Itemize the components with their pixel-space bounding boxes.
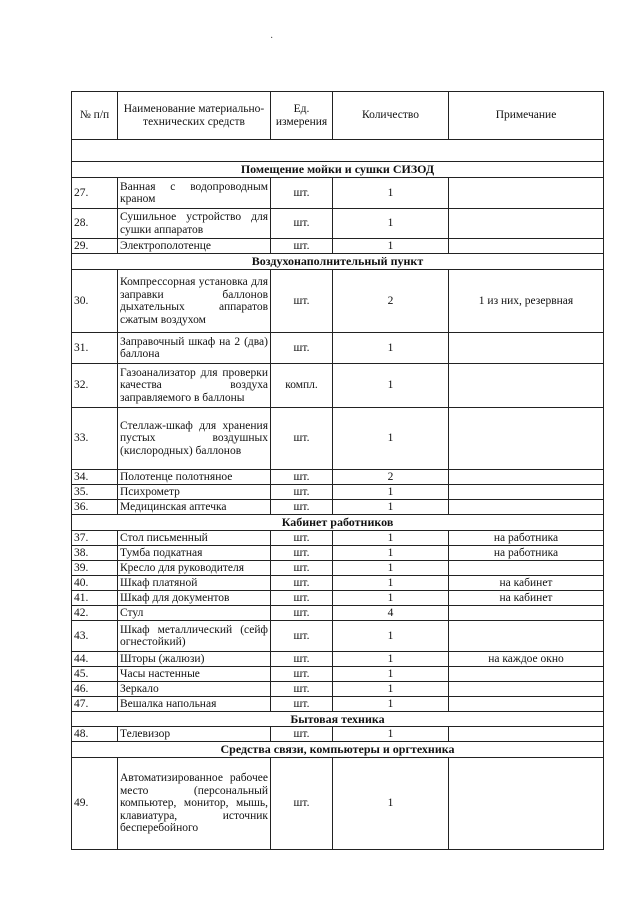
- table-row: [72, 591, 604, 606]
- table-row: [72, 470, 604, 485]
- section-title: Бытовая техника: [72, 712, 604, 727]
- row-number: 38.: [72, 546, 118, 561]
- row-number: 36.: [72, 500, 118, 515]
- row-number: 45.: [72, 667, 118, 682]
- item-note: [449, 364, 604, 408]
- section-title: Средства связи, компьютеры и оргтехника: [72, 742, 604, 758]
- item-unit: шт.: [271, 561, 333, 576]
- item-quantity: 2: [333, 470, 449, 485]
- header-row: [72, 92, 604, 140]
- item-note: [449, 209, 604, 239]
- item-unit: шт.: [271, 333, 333, 364]
- table-row: [72, 408, 604, 470]
- section-row: [72, 162, 604, 178]
- item-unit: шт.: [271, 697, 333, 712]
- item-name: Тумба подкатная: [118, 546, 271, 561]
- table-row: [72, 239, 604, 254]
- table-row: [72, 682, 604, 697]
- item-unit: шт.: [271, 270, 333, 333]
- item-quantity: 1: [333, 485, 449, 500]
- section-row: [72, 254, 604, 270]
- item-quantity: 4: [333, 606, 449, 621]
- table-row: [72, 333, 604, 364]
- item-name: Зеркало: [118, 682, 271, 697]
- item-name: Электрополотенце: [118, 239, 271, 254]
- item-unit: шт.: [271, 209, 333, 239]
- item-name: Ванная с водопроводным краном: [118, 178, 271, 209]
- item-name: Вешалка напольная: [118, 697, 271, 712]
- row-number: 41.: [72, 591, 118, 606]
- item-quantity: 1: [333, 682, 449, 697]
- header-note: Примечание: [449, 92, 604, 140]
- item-note: [449, 697, 604, 712]
- row-number: 44.: [72, 652, 118, 667]
- table-row: [72, 364, 604, 408]
- item-quantity: 1: [333, 561, 449, 576]
- item-name: Полотенце полотняное: [118, 470, 271, 485]
- row-number: 43.: [72, 621, 118, 652]
- item-quantity: 1: [333, 500, 449, 515]
- item-quantity: 1: [333, 333, 449, 364]
- item-note: на работника: [449, 531, 604, 546]
- item-unit: шт.: [271, 576, 333, 591]
- row-number: 35.: [72, 485, 118, 500]
- item-quantity: 1: [333, 576, 449, 591]
- item-unit: шт.: [271, 546, 333, 561]
- row-number: 42.: [72, 606, 118, 621]
- item-name: Сушильное устройство для сушки аппаратов: [118, 209, 271, 239]
- table-row: [72, 485, 604, 500]
- row-number: 39.: [72, 561, 118, 576]
- item-quantity: 1: [333, 697, 449, 712]
- item-unit: шт.: [271, 758, 333, 850]
- table-row: [72, 697, 604, 712]
- item-quantity: 1: [333, 667, 449, 682]
- row-number: 32.: [72, 364, 118, 408]
- table-row: [72, 727, 604, 742]
- row-number: 48.: [72, 727, 118, 742]
- item-quantity: 1: [333, 364, 449, 408]
- row-number: 40.: [72, 576, 118, 591]
- item-note: [449, 500, 604, 515]
- row-number: 31.: [72, 333, 118, 364]
- item-quantity: 1: [333, 239, 449, 254]
- item-quantity: 1: [333, 531, 449, 546]
- item-note: [449, 408, 604, 470]
- item-quantity: 2: [333, 270, 449, 333]
- item-note: [449, 239, 604, 254]
- item-note: на кабинет: [449, 576, 604, 591]
- item-note: [449, 667, 604, 682]
- item-note: [449, 485, 604, 500]
- item-name: Стеллаж-шкаф для хранения пустых воздушных (кислородных) баллонов: [118, 408, 271, 470]
- row-number: 28.: [72, 209, 118, 239]
- header-num: № п/п: [72, 92, 118, 140]
- item-name: Шкаф платяной: [118, 576, 271, 591]
- item-unit: шт.: [271, 591, 333, 606]
- item-note: [449, 727, 604, 742]
- table-row: [72, 546, 604, 561]
- row-number: 30.: [72, 270, 118, 333]
- row-number: 33.: [72, 408, 118, 470]
- item-quantity: 1: [333, 758, 449, 850]
- table-row: [72, 621, 604, 652]
- table-row: [72, 606, 604, 621]
- item-name: Стол письменный: [118, 531, 271, 546]
- page-mark: ·: [270, 33, 274, 44]
- item-note: [449, 758, 604, 850]
- item-name: Заправочный шкаф на 2 (два) баллона: [118, 333, 271, 364]
- section-title: Воздухонаполнительный пункт: [72, 254, 604, 270]
- item-unit: шт.: [271, 178, 333, 209]
- row-number: 37.: [72, 531, 118, 546]
- section-row: [72, 515, 604, 531]
- table-row: [72, 500, 604, 515]
- item-quantity: 1: [333, 652, 449, 667]
- item-quantity: 1: [333, 209, 449, 239]
- section-row: [72, 712, 604, 727]
- row-number: 34.: [72, 470, 118, 485]
- section-row: [72, 742, 604, 758]
- row-number: 27.: [72, 178, 118, 209]
- item-note: [449, 682, 604, 697]
- item-quantity: 1: [333, 591, 449, 606]
- item-unit: шт.: [271, 470, 333, 485]
- item-unit: компл.: [271, 364, 333, 408]
- item-name: Газоанализатор для проверки качества воздуха заправляемого в баллоны: [118, 364, 271, 408]
- spacer-row: [72, 140, 604, 162]
- item-name: Стул: [118, 606, 271, 621]
- item-note: [449, 606, 604, 621]
- item-name: Психрометр: [118, 485, 271, 500]
- item-name: Кресло для руководителя: [118, 561, 271, 576]
- item-unit: шт.: [271, 485, 333, 500]
- section-title: Помещение мойки и сушки СИЗОД: [72, 162, 604, 178]
- item-note: на каждое окно: [449, 652, 604, 667]
- item-name: Медицинская аптечка: [118, 500, 271, 515]
- table-row: [72, 758, 604, 850]
- table-row: [72, 561, 604, 576]
- header-name: Наименование материально-технических средств: [118, 92, 271, 140]
- row-number: 49.: [72, 758, 118, 850]
- item-name: Шкаф металлический (сейф огнестойкий): [118, 621, 271, 652]
- item-name: Телевизор: [118, 727, 271, 742]
- item-unit: шт.: [271, 682, 333, 697]
- item-quantity: 1: [333, 178, 449, 209]
- equipment-table: [71, 91, 604, 850]
- item-unit: шт.: [271, 408, 333, 470]
- item-quantity: 1: [333, 727, 449, 742]
- item-note: на работника: [449, 546, 604, 561]
- table-row: [72, 209, 604, 239]
- item-unit: шт.: [271, 606, 333, 621]
- item-name: Часы настенные: [118, 667, 271, 682]
- table-row: [72, 531, 604, 546]
- item-name: Шторы (жалюзи): [118, 652, 271, 667]
- item-quantity: 1: [333, 408, 449, 470]
- item-unit: шт.: [271, 239, 333, 254]
- item-note: [449, 333, 604, 364]
- header-qty: Количество: [333, 92, 449, 140]
- item-unit: шт.: [271, 727, 333, 742]
- table-row: [72, 270, 604, 333]
- row-number: 47.: [72, 697, 118, 712]
- row-number: 29.: [72, 239, 118, 254]
- table-row: [72, 652, 604, 667]
- item-note: [449, 561, 604, 576]
- table-row: [72, 178, 604, 209]
- row-number: 46.: [72, 682, 118, 697]
- item-unit: шт.: [271, 500, 333, 515]
- table-row: [72, 576, 604, 591]
- item-note: на кабинет: [449, 591, 604, 606]
- item-note: [449, 470, 604, 485]
- item-note: 1 из них, резервная: [449, 270, 604, 333]
- item-unit: шт.: [271, 652, 333, 667]
- table-row: [72, 667, 604, 682]
- item-quantity: 1: [333, 546, 449, 561]
- item-note: [449, 178, 604, 209]
- item-name: Компрессорная установка для заправки баллонов дыхательных аппаратов сжатым воздухом: [118, 270, 271, 333]
- item-name: Шкаф для документов: [118, 591, 271, 606]
- item-note: [449, 621, 604, 652]
- section-title: Кабинет работников: [72, 515, 604, 531]
- item-name: Автоматизированное рабочее место (персональный компьютер, монитор, мышь, клавиатура, источник бесперебойного: [118, 758, 271, 850]
- item-quantity: 1: [333, 621, 449, 652]
- item-unit: шт.: [271, 531, 333, 546]
- header-unit: Ед. измерения: [271, 92, 333, 140]
- item-unit: шт.: [271, 667, 333, 682]
- item-unit: шт.: [271, 621, 333, 652]
